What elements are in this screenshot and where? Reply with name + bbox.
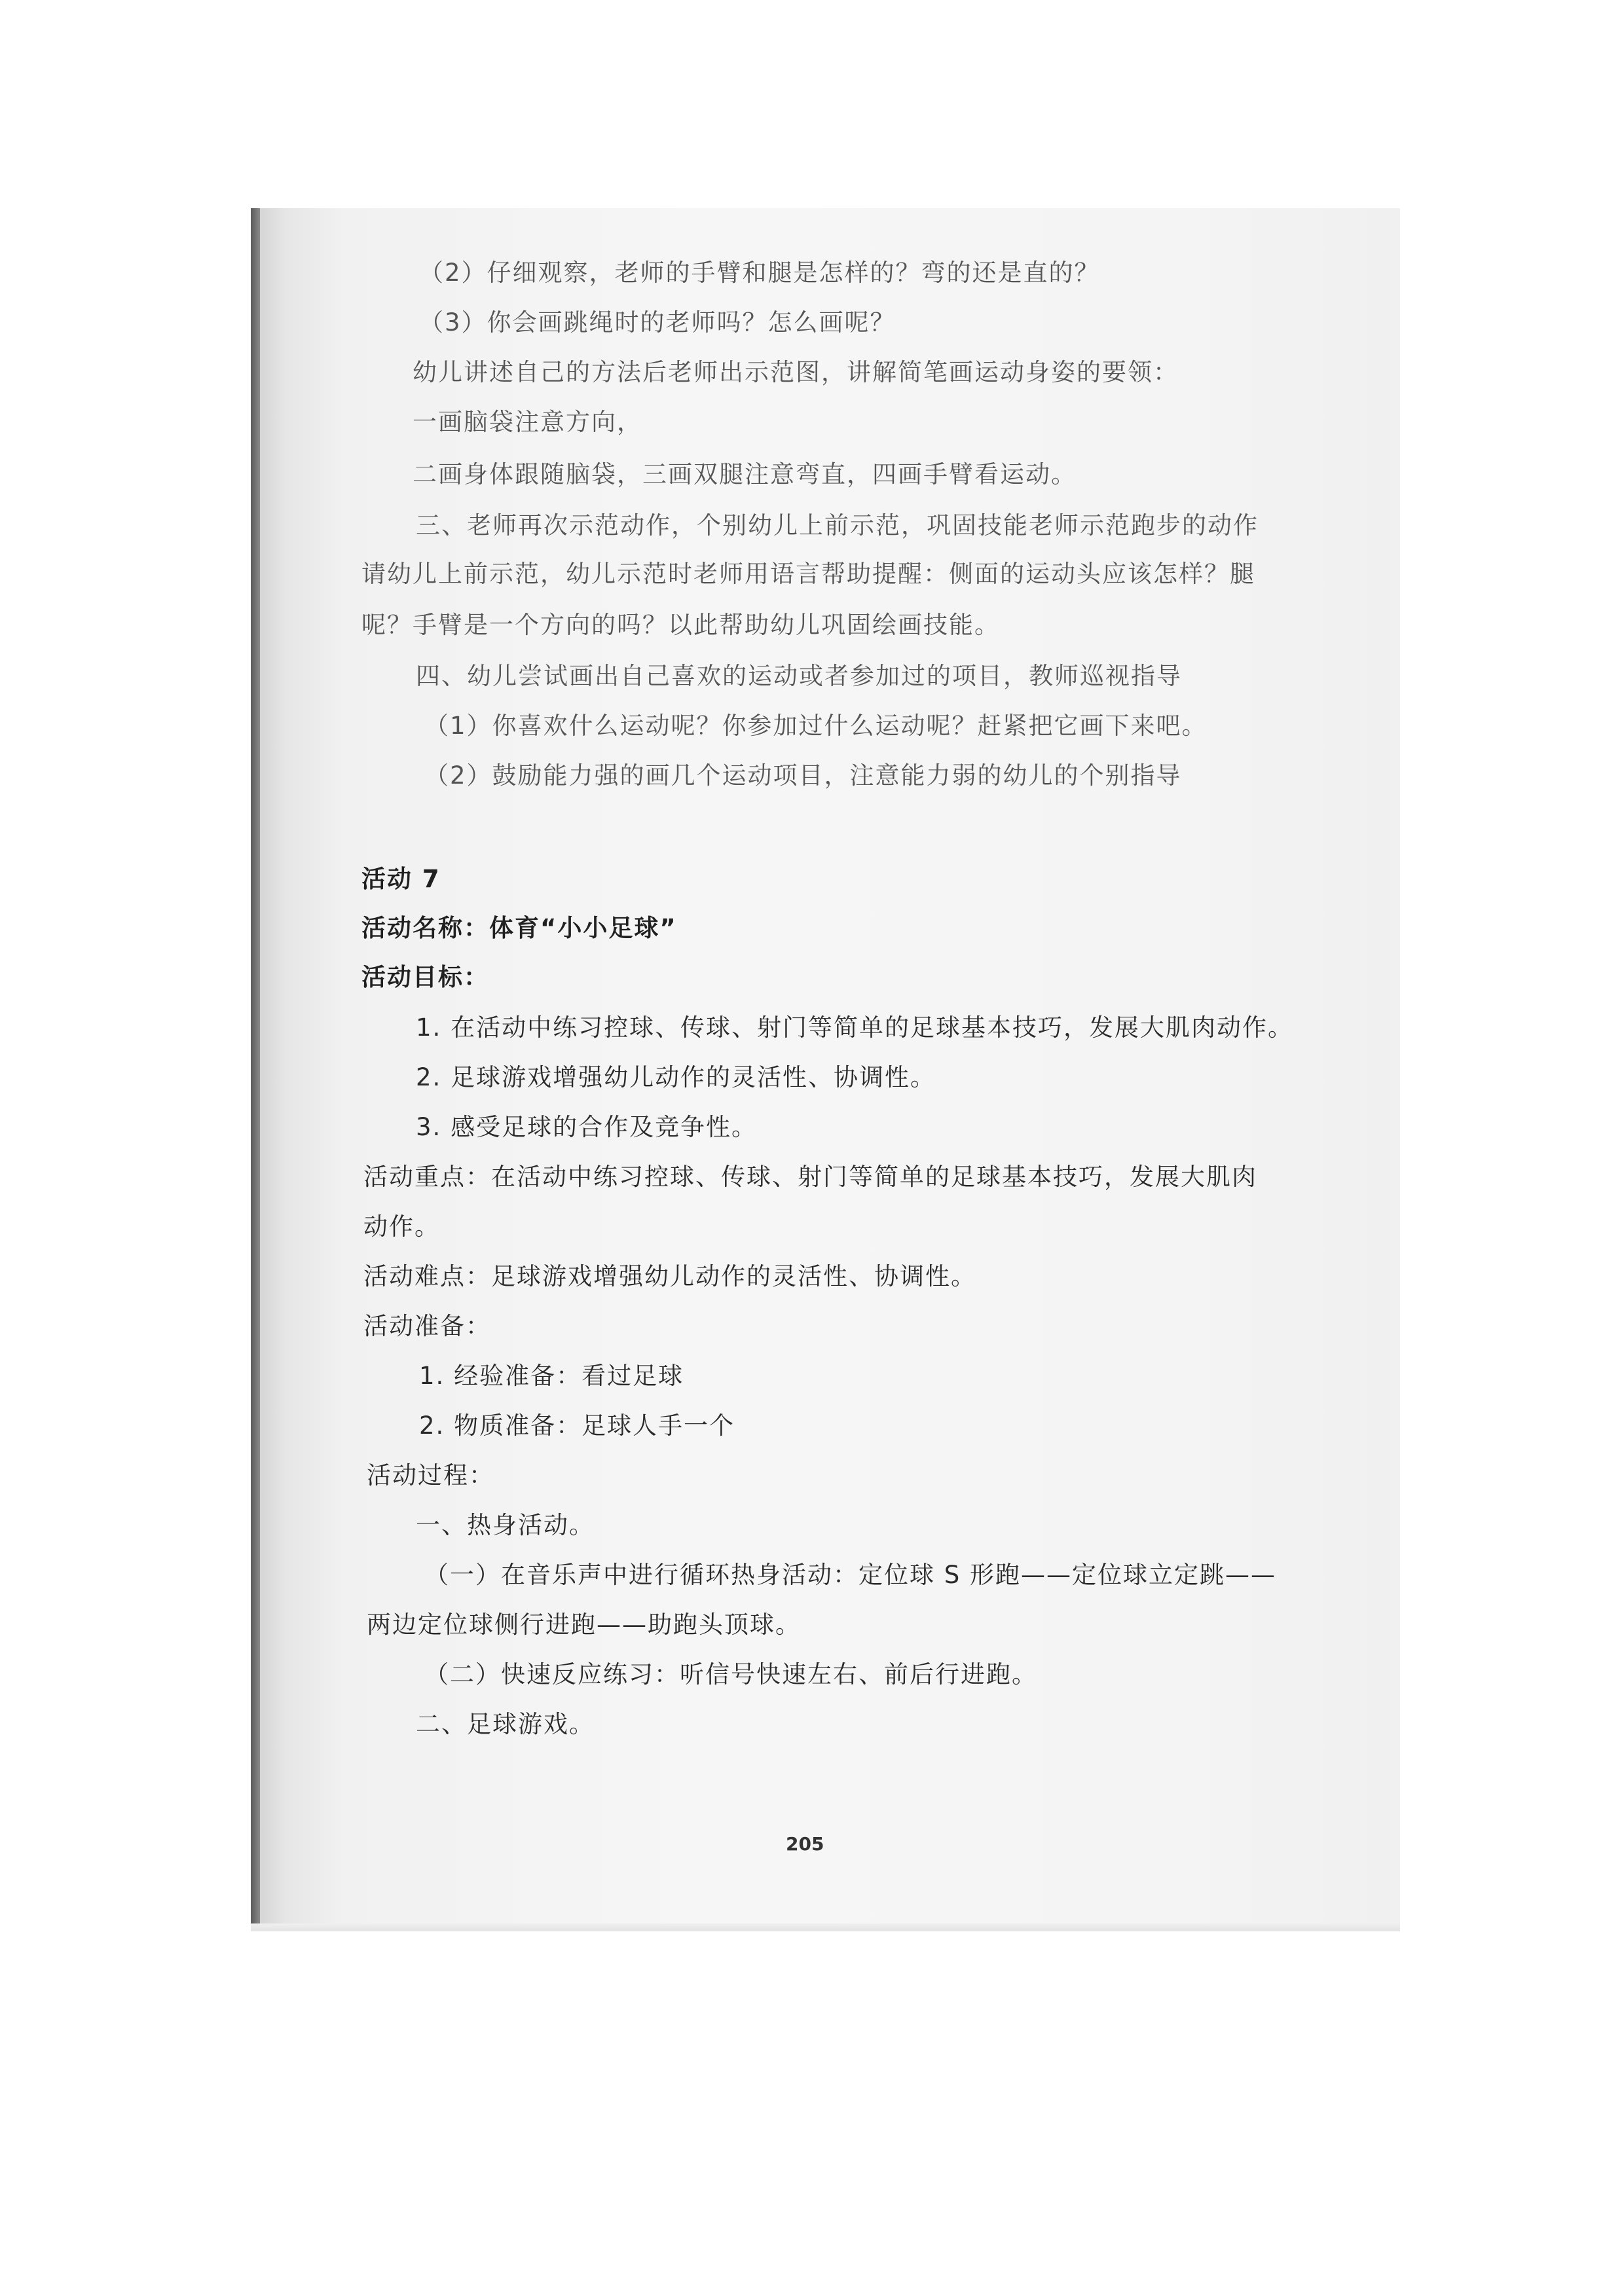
book-spine-shadow bbox=[251, 208, 260, 1931]
text-line: 1. 经验准备：看过足球 bbox=[419, 1362, 684, 1390]
page-number: 205 bbox=[786, 1833, 824, 1855]
text-line: 1. 在活动中练习控球、传球、射门等简单的足球基本技巧，发展大肌肉动作。 bbox=[416, 1013, 1294, 1042]
text-line: 一画脑袋注意方向， bbox=[413, 408, 642, 436]
text-line: 呢？手臂是一个方向的吗？以此帮助幼儿巩固绘画技能。 bbox=[361, 611, 1000, 639]
text-line: （一）在音乐声中进行循环热身活动：定位球 S 形跑——定位球立定跳—— bbox=[424, 1561, 1277, 1589]
text-line: 三、老师再次示范动作，个别幼儿上前示范，巩固技能老师示范跑步的动作 bbox=[416, 511, 1259, 539]
text-line: （3）你会画跳绳时的老师吗？怎么画呢？ bbox=[419, 308, 896, 337]
text-line: 两边定位球侧行进跑——助跑头顶球。 bbox=[367, 1611, 801, 1639]
activity-name: 活动名称：体育“小小足球” bbox=[361, 914, 677, 942]
text-line: 活动重点：在活动中练习控球、传球、射门等简单的足球基本技巧，发展大肌肉 bbox=[363, 1163, 1257, 1191]
text-line: 动作。 bbox=[363, 1212, 440, 1241]
text-line: （1）你喜欢什么运动呢？你参加过什么运动呢？赶紧把它画下来吧。 bbox=[424, 712, 1208, 740]
text-line: 请幼儿上前示范，幼儿示范时老师用语言帮助提醒：侧面的运动头应该怎样？腿 bbox=[361, 560, 1255, 588]
text-line: 四、幼儿尝试画出自己喜欢的运动或者参加过的项目，教师巡视指导 bbox=[416, 662, 1182, 690]
text-line: 2. 物质准备：足球人手一个 bbox=[419, 1412, 735, 1440]
text-line: 2. 足球游戏增强幼儿动作的灵活性、协调性。 bbox=[416, 1063, 936, 1091]
text-line: （二）快速反应练习：听信号快速左右、前后行进跑。 bbox=[424, 1660, 1037, 1688]
text-line: 活动过程： bbox=[367, 1461, 494, 1489]
text-line: 3. 感受足球的合作及竞争性。 bbox=[416, 1113, 758, 1141]
text-line: 二、足球游戏。 bbox=[416, 1710, 595, 1738]
text-line: 二画身体跟随脑袋，三画双腿注意弯直，四画手臂看运动。 bbox=[413, 460, 1077, 488]
text-line: （2）鼓励能力强的画几个运动项目，注意能力弱的幼儿的个别指导 bbox=[424, 761, 1182, 790]
activity-goals-label: 活动目标： bbox=[361, 963, 489, 991]
text-line: 一、热身活动。 bbox=[416, 1511, 595, 1539]
text-line: （2）仔细观察，老师的手臂和腿是怎样的？弯的还是直的？ bbox=[419, 259, 1100, 287]
text-line: 活动准备： bbox=[363, 1312, 491, 1340]
text-line: 幼儿讲述自己的方法后老师出示范图，讲解简笔画运动身姿的要领： bbox=[413, 358, 1179, 386]
text-line: 活动难点：足球游戏增强幼儿动作的灵活性、协调性。 bbox=[363, 1262, 976, 1290]
page-bottom-edge bbox=[251, 1923, 1400, 1931]
activity-heading: 活动 7 bbox=[361, 865, 441, 893]
